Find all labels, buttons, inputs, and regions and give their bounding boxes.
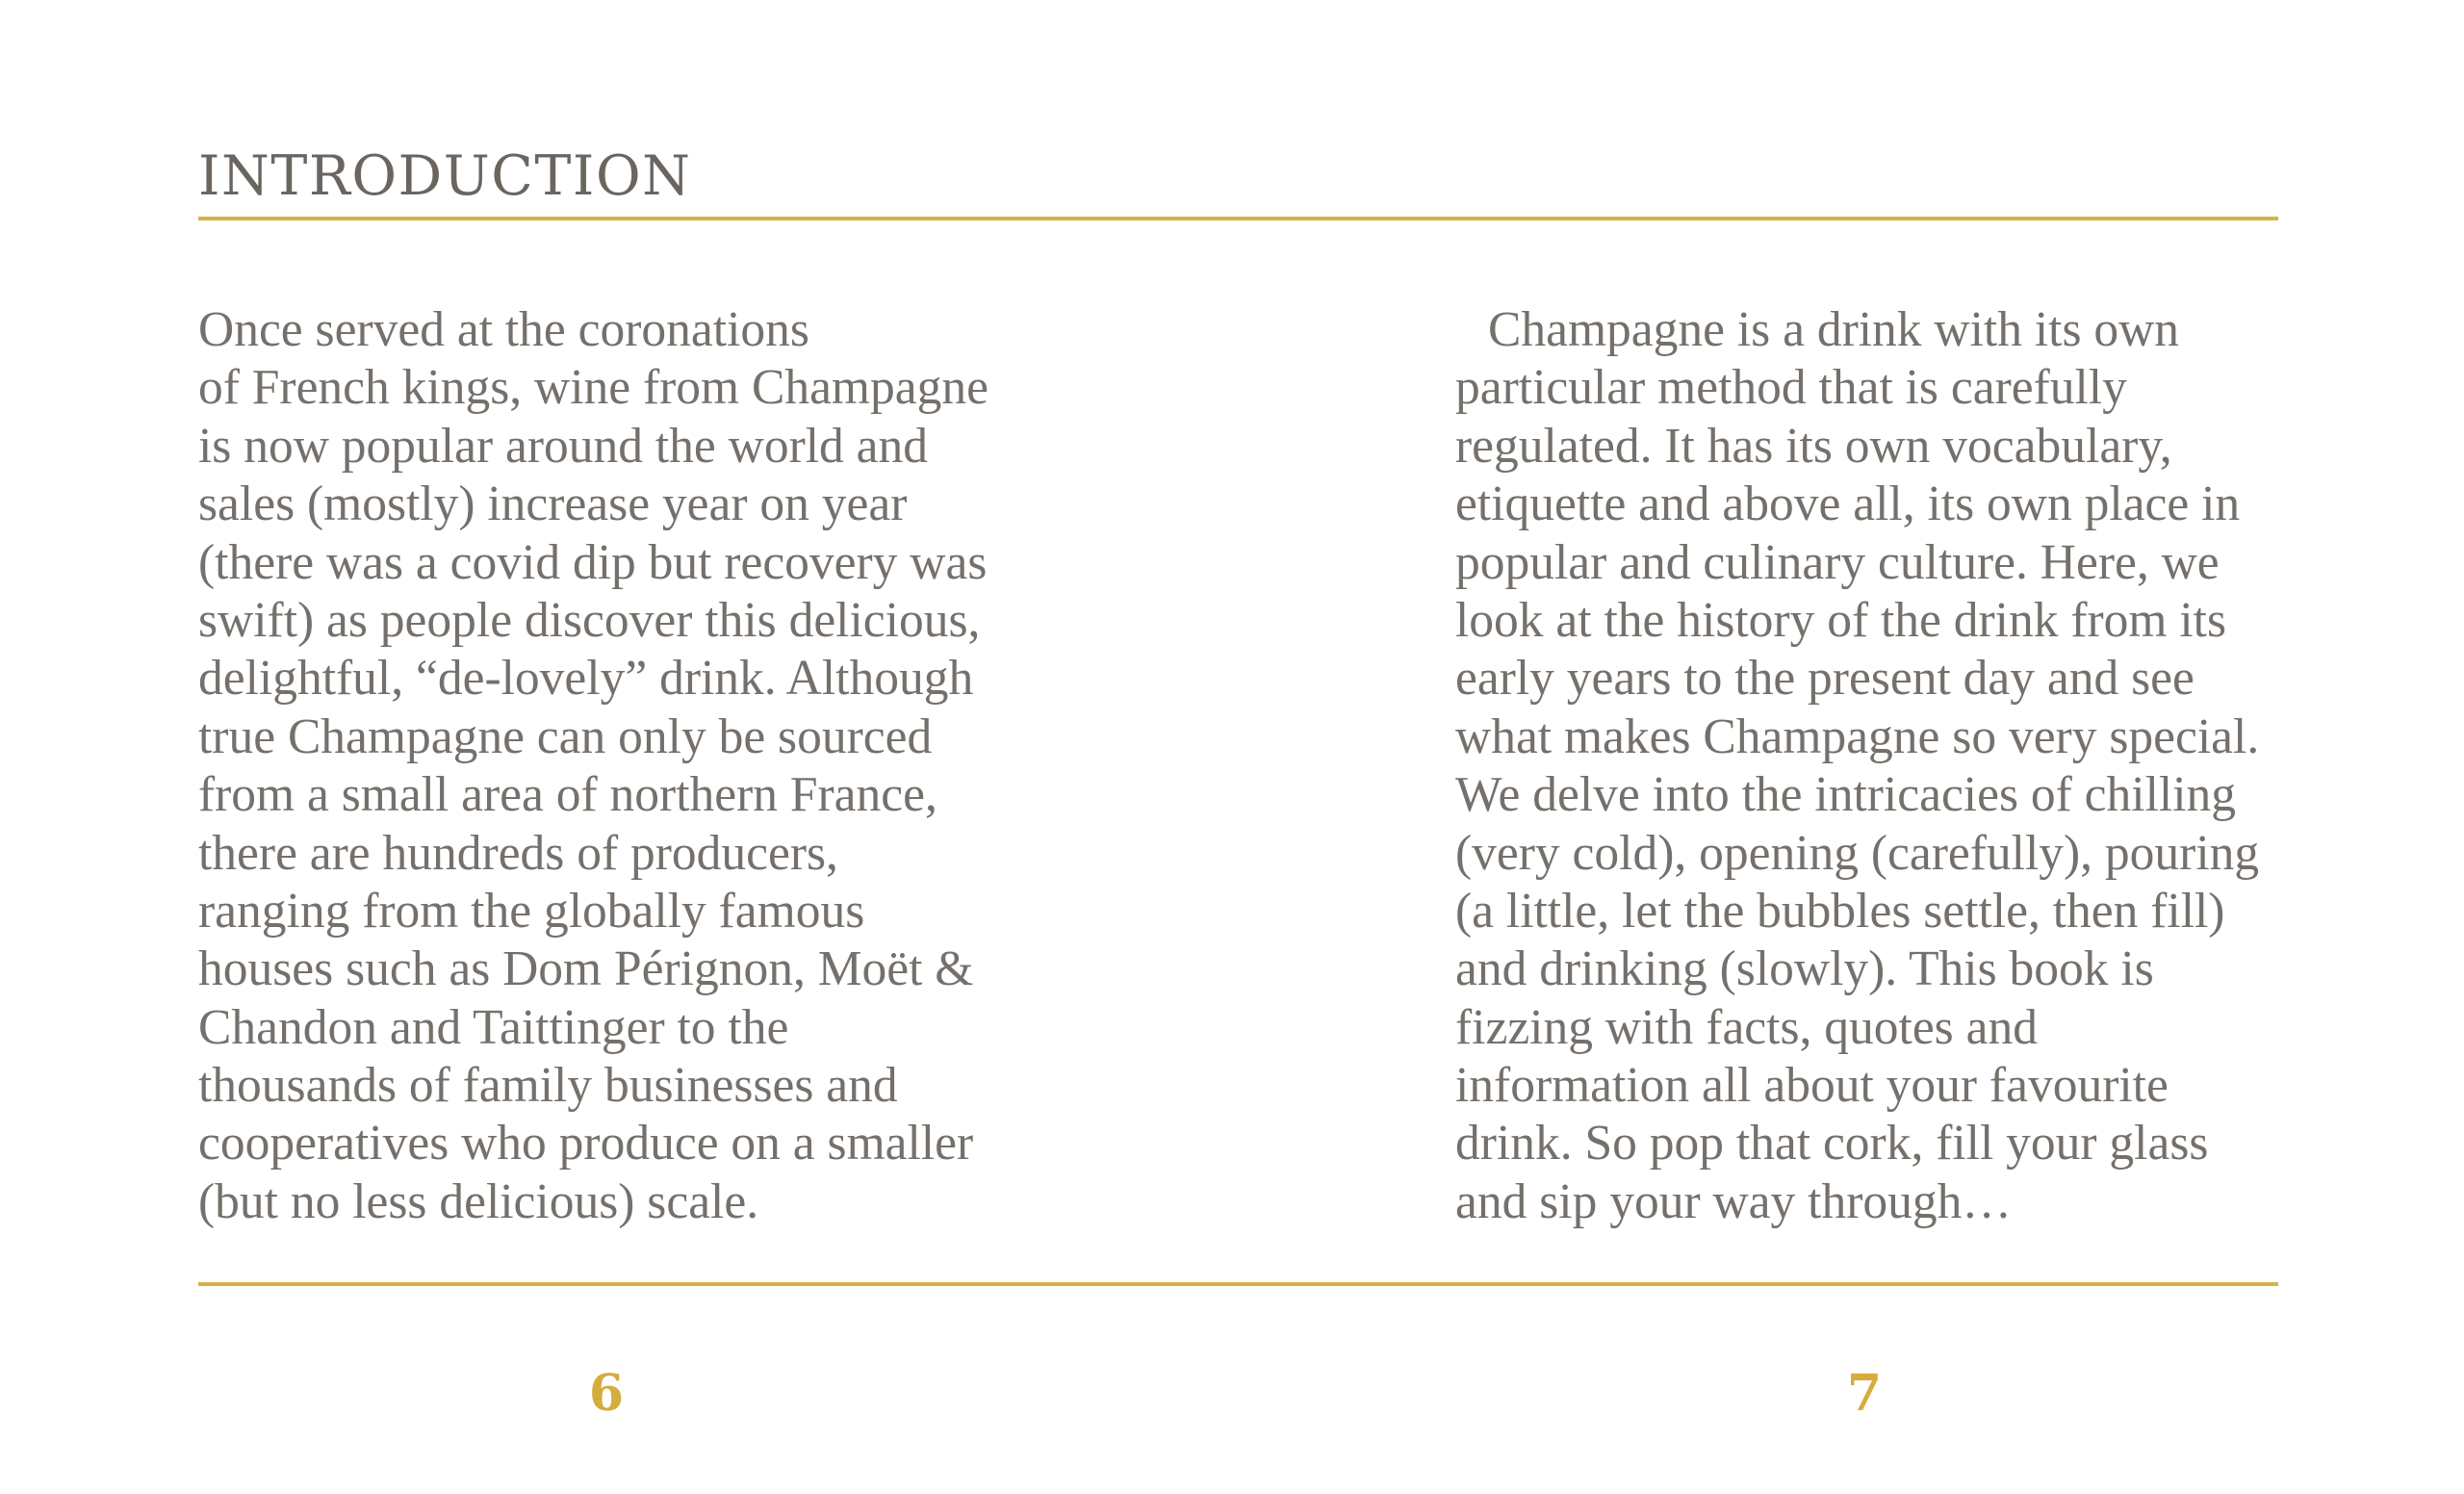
bottom-divider <box>198 1282 2278 1286</box>
text-line: drink. So pop that cork, fill your glass <box>1455 1116 2209 1172</box>
text-line: fizzing with facts, quotes and <box>1455 999 2038 1055</box>
right-page-text <box>1455 301 2259 1231</box>
text-line: early years to the present day and see <box>1455 651 2194 707</box>
text-line: regulated. It has its own vocabulary, <box>1455 418 2172 474</box>
text-line: (very cold), opening (carefully), pouring <box>1455 825 2260 881</box>
text-line: Chandon and Taittinger to the <box>198 999 789 1055</box>
text-line: popular and culinary culture. Here, we <box>1455 534 2220 590</box>
chapter-heading: INTRODUCTION <box>198 144 692 208</box>
text-line: swift) as people discover this delicious, <box>198 592 981 648</box>
page-number-right: 7 <box>1846 1364 1883 1423</box>
text-line: sales (mostly) increase year on year <box>198 477 908 532</box>
text-line: Champagne is a drink with its own <box>1488 302 2180 357</box>
text-line: Once served at the coronations <box>198 302 809 357</box>
page-number-left: 6 <box>588 1364 625 1423</box>
text-line: (a little, let the bubbles settle, then fill) <box>1455 883 2225 939</box>
text-line: ranging from the globally famous <box>198 883 865 939</box>
left-page-text <box>198 301 988 1231</box>
text-line: true Champagne can only be sourced <box>198 708 933 764</box>
text-line: look at the history of the drink from its <box>1455 592 2226 648</box>
text-line: (but no less delicious) scale. <box>198 1173 759 1229</box>
text-line: We delve into the intricacies of chilling <box>1455 767 2236 823</box>
text-line: of French kings, wine from Champagne <box>198 360 988 416</box>
text-line: delightful, “de-lovely” drink. Although <box>198 651 974 707</box>
text-line: cooperatives who produce on a smaller <box>198 1116 974 1172</box>
top-divider <box>198 217 2278 220</box>
text-line: particular method that is carefully <box>1455 360 2127 416</box>
text-line: from a small area of northern France, <box>198 767 937 823</box>
text-line: information all about your favourite <box>1455 1058 2169 1114</box>
text-line: there are hundreds of producers, <box>198 825 838 881</box>
text-line: is now popular around the world and <box>198 418 929 474</box>
text-line: (there was a covid dip but recovery was <box>198 534 988 590</box>
text-line: houses such as Dom Pérignon, Moët & <box>198 941 974 997</box>
text-line: thousands of family businesses and <box>198 1058 898 1114</box>
text-line: and drinking (slowly). This book is <box>1455 941 2154 997</box>
text-line: etiquette and above all, its own place in <box>1455 477 2241 532</box>
text-line: what makes Champagne so very special. <box>1455 708 2260 764</box>
text-line: and sip your way through… <box>1455 1173 2012 1229</box>
